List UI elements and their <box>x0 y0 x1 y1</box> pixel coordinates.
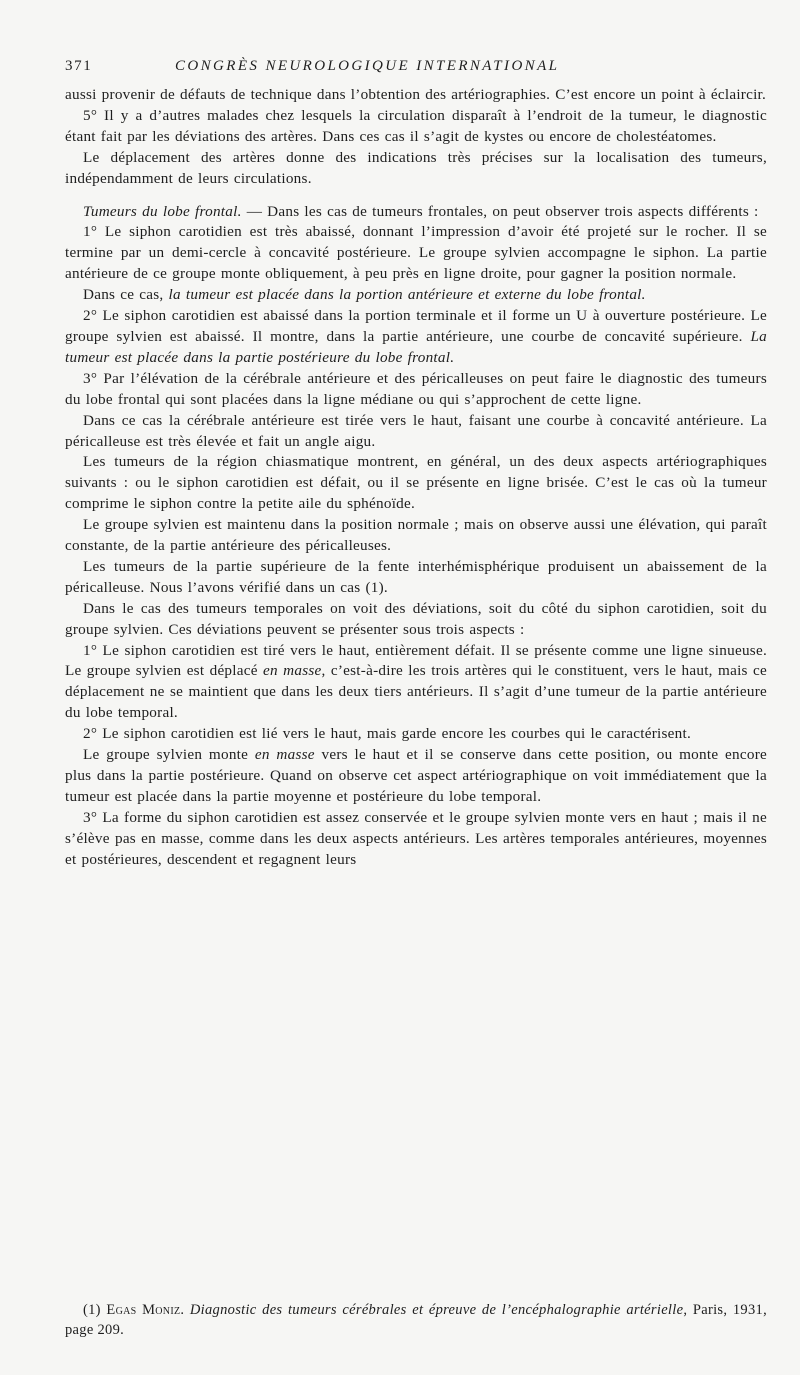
page-number: 371 <box>65 58 93 74</box>
paragraph: Dans ce cas la cérébrale antérieure est tirée vers le haut, faisant une courbe à concavité antérieure. La péricalleuse est très élevée et fait un angle aigu. <box>65 411 767 450</box>
running-title: CONGRÈS NEUROLOGIQUE INTERNATIONAL <box>175 58 560 74</box>
paragraph: 3° Par l’élévation de la cérébrale antérieure et des péricalleuses on peut faire le diagnostic des tumeurs du lobe frontal qui sont placées dans la ligne médiane ou qui s’approchent de cette ligne. <box>65 369 767 408</box>
paragraph: 2° Le siphon carotidien est lié vers le haut, mais garde encore les courbes qui le caractérisent. <box>83 725 692 743</box>
section-paragraph: Tumeurs du lobe frontal. — Dans les cas de tumeurs frontales, on peut observer trois aspects différents : <box>83 202 759 220</box>
paragraph: 5° Il y a d’autres malades chez lesquels la circulation disparaît à l’endroit de la tumeur, le diagnostic étant fait par les déviations des artères. Dans ces cas il s’agit de kystes ou encore de cholestéatomes. <box>65 106 767 145</box>
footnote-rest: , Paris, 1931, page 209. <box>65 1302 768 1338</box>
section-heading: Tumeurs du lobe frontal. <box>83 202 242 220</box>
footnote-author: Egas Moniz. <box>106 1302 185 1318</box>
paragraph: Le groupe sylvien est maintenu dans la position normale ; mais on observe aussi une élévation, qui paraît constante, de la partie antérieure des péricalleuses. <box>65 516 767 555</box>
paragraph: 2° Le siphon carotidien est abaissé dans la portion terminale et il forme un U à ouverture postérieure. Le groupe sylvien est abaissé. Il montre, dans la partie antérieure, une courbe de concavité supérieure. La tumeur est placée dans la partie postérieure du lobe frontal. <box>65 307 767 366</box>
paragraph: Les tumeurs de la région chiasmatique montrent, en général, un des deux aspects artériographiques suivants : ou le siphon carotidien est défait, ou il se présente en ligne brisée. C’est le cas où la tumeur comprime le siphon contre la petite aile du sphénoïde. <box>65 453 767 513</box>
paragraph: Dans ce cas, la tumeur est placée dans la portion antérieure et externe du lobe frontal. <box>83 286 646 304</box>
paragraph: 1° Le siphon carotidien est tiré vers le haut, entièrement défait. Il se présente comme une ligne sinueuse. Le groupe sylvien est déplacé en masse, c’est-à-dire les trois artères qui le constituent, vers le haut, mais ce déplacement ne se maintient que dans les deux tiers antérieurs. Il s’agit d’une tumeur de la partie antérieure du lobe temporal. <box>65 641 767 722</box>
footnote-marker: (1) <box>83 1302 107 1318</box>
footnote-title: Diagnostic des tumeurs cérébrales et épreuve de l’encéphalographie artérielle <box>189 1302 684 1318</box>
paragraph: 1° Le siphon carotidien est très abaissé, donnant l’impression d’avoir été projeté sur le rocher. Il se termine par un demi-cercle à concavité postérieure. Le groupe sylvien accompagne le siphon. La partie antérieure de ce groupe monte obliquement, à peu près en ligne droite, pour gagner la position normale. <box>65 223 767 283</box>
paragraph: 3° La forme du siphon carotidien est assez conservée et le groupe sylvien monte vers en haut ; mais il ne s’élève pas en masse, comme dans les deux aspects antérieurs. Les artères temporales antérieures, moyennes et postérieures, descendent et regagnent leurs <box>65 808 767 868</box>
paragraph: Les tumeurs de la partie supérieure de la fente interhémisphérique produisent un abaissement de la péricalleuse. Nous l’avons vérifié dans un cas (1). <box>65 557 767 596</box>
paragraph: Le groupe sylvien monte en masse vers le haut et il se conserve dans cette position, ou monte encore plus dans la partie postérieure. Quand on observe cet aspect artériographique on voit immédiatement que la tumeur est placée dans la partie moyenne et postérieure du lobe temporal. <box>65 746 767 805</box>
body-text <box>65 85 767 871</box>
paragraph: Le déplacement des artères donne des indications très précises sur la localisation des tumeurs, indépendamment de leurs circulations. <box>65 148 767 187</box>
running-header <box>65 58 767 75</box>
footnote <box>65 1300 767 1340</box>
paragraph: Dans le cas des tumeurs temporales on voit des déviations, soit du côté du siphon carotidien, soit du groupe sylvien. Ces déviations peuvent se présenter sous trois aspects : <box>65 599 767 638</box>
paragraph: aussi provenir de défauts de technique dans l’obtention des artériographies. C’est encore un point à éclaircir. <box>65 86 767 103</box>
